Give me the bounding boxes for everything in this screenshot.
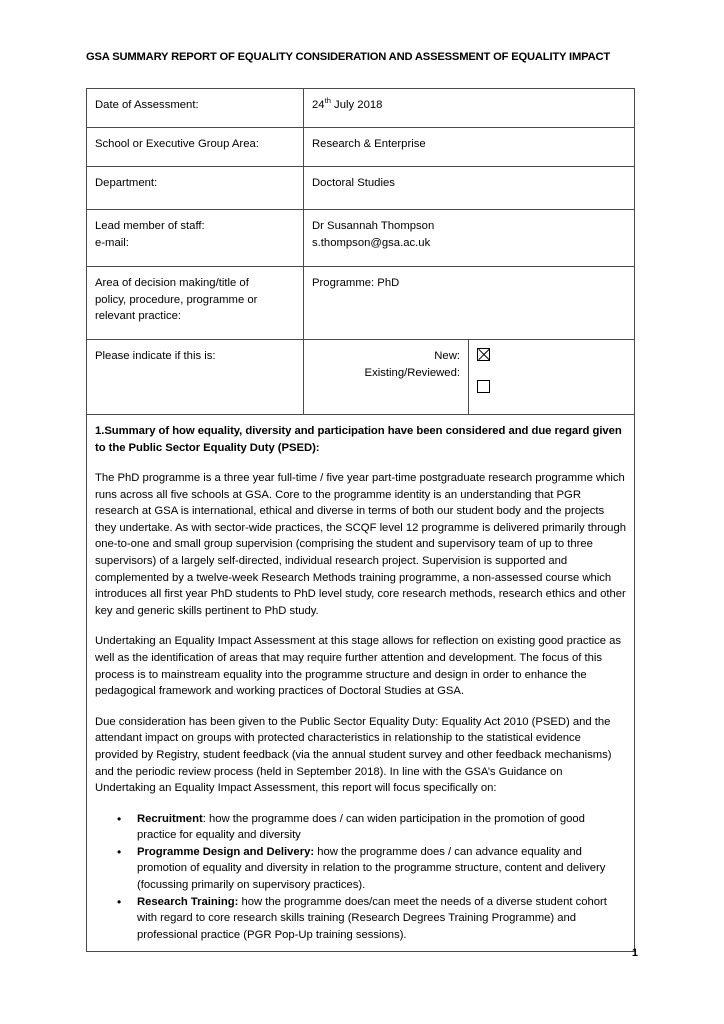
table-row-school bbox=[87, 128, 635, 167]
checkbox-new[interactable] bbox=[477, 348, 490, 361]
bullet-text: how the programme does / can advance equality and promotion of equality and diversity in relation to the programme structure, content and delivery (focussing primarily on supervisory practices). bbox=[137, 845, 606, 892]
decision-area-label-line3: relevant practice: bbox=[95, 310, 182, 322]
option-label-existing: Existing/Reviewed: bbox=[364, 366, 460, 379]
lead-staff-label-line2: e-mail: bbox=[95, 236, 129, 249]
lead-staff-label-line1: Lead member of staff: bbox=[95, 220, 205, 232]
date-value-rest: July 2018 bbox=[330, 99, 383, 111]
row-value-lead-staff bbox=[304, 210, 635, 267]
bullet-icon: • bbox=[117, 811, 122, 826]
section1-paragraph-2: Undertaking an Equality Impact Assessment at this stage allows for reflection on existing good practice as well as the identification of areas that may require further attention and development. The focus of this process is to mainstream equality into the programme structure and design in order to enhance the pedagogical framework and working practices of Doctoral Studies at GSA. bbox=[95, 635, 621, 698]
page-title: GSA SUMMARY REPORT OF EQUALITY CONSIDERATION AND ASSESSMENT OF EQUALITY IMPACT bbox=[86, 51, 611, 63]
section1-paragraph-1: The PhD programme is a three year full-time / five year part-time postgraduate research programme which runs across all five schools at GSA. Core to the programme identity is an understanding that PGR research at GSA is international, ethical and diverse in terms of both our student body and the projects they undertake. As with sector-wide practices, the SCQF level 12 programme is delivered primarily through one-to-one and small group supervision (comprising the student and supervisory team of up to three supervisors) of a largely self-directed, individual research project. Supervision is supported and complemented by a twelve-week Research Methods training programme, a non-assessed course which introduces all first year PhD students to PhD level study, core research methods, research ethics and other key and generic skills pertinent to PhD study. bbox=[95, 472, 626, 617]
date-value-ordinal: th bbox=[324, 96, 331, 106]
bullet-text: how the programme does/can meet the needs of a diverse student cohort with regard to core research skills training (Research Degrees Training Programme) and professional practice (PGR Pop-Up training sessions). bbox=[137, 895, 607, 941]
table-row-decision-area bbox=[87, 267, 635, 340]
section1-focus-list bbox=[95, 811, 626, 944]
table-row-lead-staff bbox=[87, 210, 635, 267]
table-row-indicate-type bbox=[87, 340, 635, 415]
table-row-section1 bbox=[87, 415, 635, 952]
row-value-school: Research & Enterprise bbox=[304, 128, 635, 167]
checkbox-existing-reviewed[interactable] bbox=[477, 380, 490, 393]
list-item bbox=[95, 811, 626, 844]
lead-staff-email: s.thompson@gsa.ac.uk bbox=[312, 236, 431, 249]
decision-area-label-line2: policy, procedure, programme or bbox=[95, 293, 258, 306]
page-number: 1 bbox=[631, 947, 638, 959]
indicate-options-checkboxes bbox=[469, 340, 635, 415]
option-label-new: New: bbox=[434, 350, 460, 362]
table-row-department bbox=[87, 167, 635, 210]
indicate-options-labels bbox=[304, 340, 469, 415]
section1-cell bbox=[87, 415, 635, 952]
lead-staff-name: Dr Susannah Thompson bbox=[312, 220, 435, 232]
table-row-date bbox=[87, 89, 635, 128]
decision-area-label-line1: Area of decision making/title of bbox=[95, 277, 249, 289]
row-label-school: School or Executive Group Area: bbox=[87, 128, 304, 167]
indicate-label: Please indicate if this is: bbox=[87, 340, 304, 415]
bullet-term-programme-design: Programme Design and Delivery: bbox=[137, 845, 315, 858]
row-label-department: Department: bbox=[87, 167, 304, 210]
bullet-term-recruitment: Recruitment bbox=[137, 812, 203, 825]
section1-heading-line2: given to the Public Sector Equality Duty (PSED): bbox=[95, 425, 622, 454]
row-value-date bbox=[304, 89, 635, 128]
section1-paragraph-3: Due consideration has been given to the Public Sector Equality Duty: Equality Act 2010 (PSED) and the attendant impact on groups with protected characteristics in relationship to the statistical evidence provided by Registry, student feedback (via the annual student survey and other feedback mechanisms) and the periodic review process (held in September 2018). In line with the GSA’s Guidance on Undertaking an Equality Impact Assessment, this report will focus specifically on: bbox=[95, 715, 612, 795]
section1-heading bbox=[95, 423, 626, 456]
bullet-icon: • bbox=[117, 894, 122, 909]
row-value-decision-area: Programme: PhD bbox=[304, 267, 635, 340]
assessment-table bbox=[86, 88, 635, 952]
list-item bbox=[95, 844, 626, 894]
row-label-date: Date of Assessment: bbox=[87, 89, 304, 128]
list-item bbox=[95, 894, 626, 944]
row-value-department: Doctoral Studies bbox=[304, 167, 635, 210]
date-value-number: 24 bbox=[312, 99, 325, 111]
row-label-decision-area bbox=[87, 267, 304, 340]
bullet-separator: : bbox=[202, 812, 209, 825]
row-label-lead-staff bbox=[87, 210, 304, 267]
bullet-text: how the programme does / can widen participation in the promotion of good practice for equality and diversity bbox=[137, 812, 585, 842]
bullet-icon: • bbox=[117, 844, 122, 859]
bullet-term-research-training: Research Training: bbox=[137, 895, 239, 908]
section1-heading-line1: 1.Summary of how equality, diversity and participation have been considered and due regard bbox=[95, 425, 590, 437]
